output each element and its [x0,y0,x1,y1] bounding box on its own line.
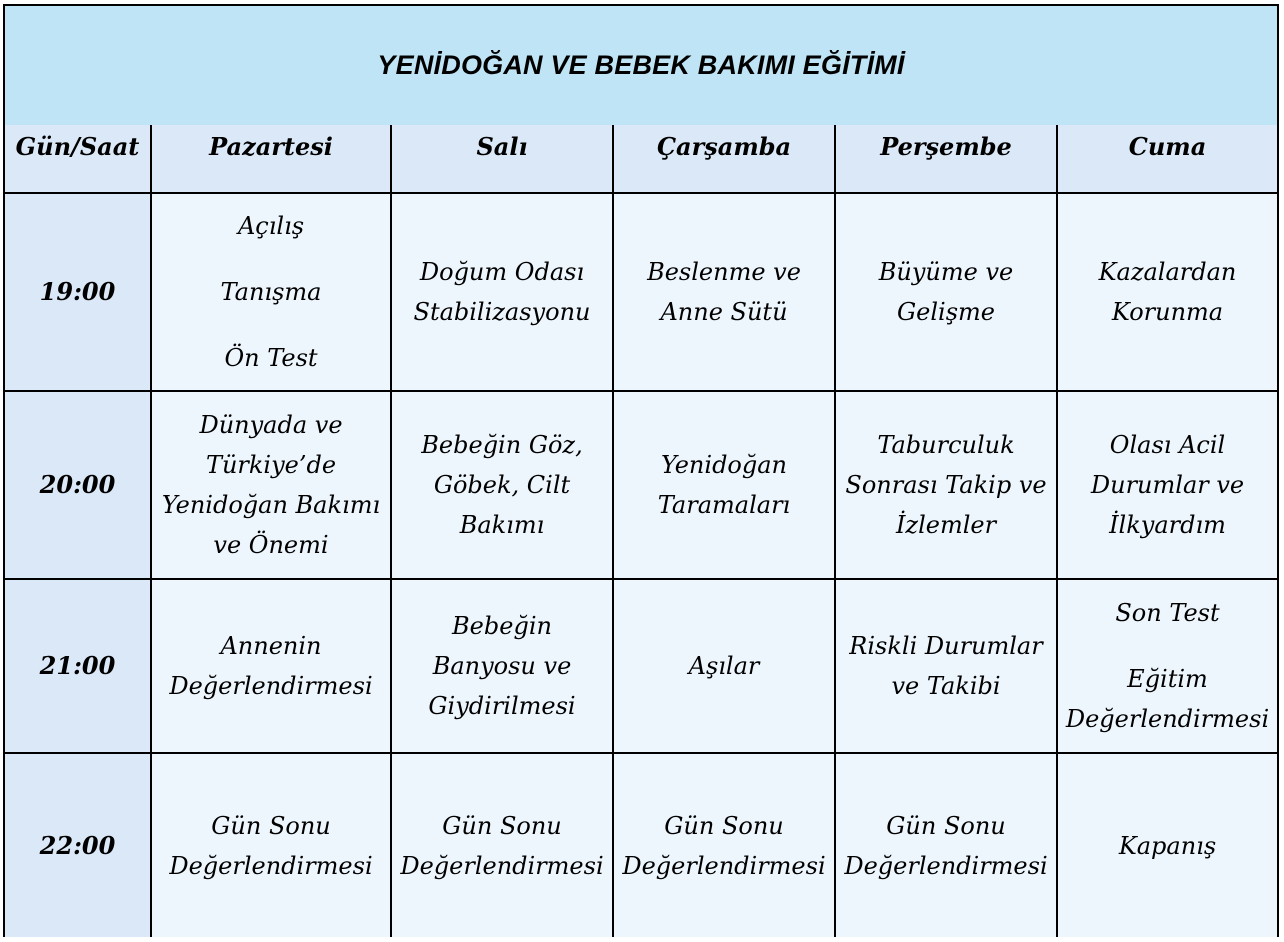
table-row [5,193,1277,391]
session-text-line: Bakımı [459,511,545,539]
session-text-line: Durumlar ve [1090,471,1245,499]
session-text-line: Değerlendirmesi [400,851,604,880]
session-text-line: Yenidoğan [660,451,788,479]
session-text-line: Gün Sonu [211,811,331,840]
session-text-line: Değerlendirmesi [169,851,373,880]
session-text-line: Yenidoğan Bakımı [161,491,381,519]
session-text-line: Göbek, Cilt [433,471,571,499]
session-cell-thursday [835,391,1057,579]
session-text-line: Ön Test [224,344,318,372]
session-text-line: Büyüme ve [878,258,1014,286]
session-text-line: Sonrası Takip ve [845,471,1047,499]
session-text-line: Olası Acil [1109,431,1226,459]
column-header-monday: Pazartesi [151,125,391,193]
line-gap [1064,633,1271,659]
session-cell-monday [151,193,391,391]
column-header-friday: Cuma [1057,125,1277,193]
session-text-line: İlkyardım [1109,511,1226,539]
session-text-line: Banyosu ve [432,652,572,680]
session-text-line: Stabilizasyonu [413,298,591,326]
column-header-day-time: Gün/Saat [5,125,151,193]
schedule-table [5,125,1277,937]
session-text-line: Gün Sonu [664,811,784,840]
title-banner [5,6,1277,127]
session-cell-friday [1057,391,1277,579]
session-cell-tuesday [391,579,613,753]
session-text-line: ve Takibi [891,672,1001,700]
header-row [5,125,1277,193]
session-text-line: Değerlendirmesi [1065,705,1270,733]
session-text-line: Kazalardan [1098,258,1237,286]
session-text-line: Eğitim [1127,665,1208,693]
time-slot-label: 19:00 [5,193,151,391]
session-cell-thursday [835,193,1057,391]
session-text-line: Korunma [1111,298,1224,326]
session-text-line: Anne Sütü [660,298,788,326]
time-slot-label: 20:00 [5,391,151,579]
session-text-line: Annenin [220,632,322,660]
session-cell-wednesday [613,579,835,753]
table-row [5,579,1277,753]
session-text-line: Gelişme [896,298,995,326]
session-text-line: Dünyada ve [199,411,343,439]
session-text-line: Beslenme ve [647,258,801,286]
session-text-line: Gün Sonu [886,811,1006,840]
session-cell-tuesday [391,391,613,579]
session-text-line: Türkiye’de [205,451,337,479]
time-slot-label: 21:00 [5,579,151,753]
column-header-tuesday: Salı [391,125,613,193]
column-header-thursday: Perşembe [835,125,1057,193]
session-cell-tuesday [391,753,613,937]
session-text-line: Riskli Durumlar [849,632,1043,660]
session-text-line: Son Test [1115,599,1220,627]
session-text-line: Değerlendirmesi [844,851,1048,880]
session-cell-wednesday [613,753,835,937]
session-text-line: Giydirilmesi [428,692,576,720]
session-cell-friday [1057,579,1277,753]
table-row [5,391,1277,579]
session-text-line: Bebeğin Göz, [421,431,583,459]
column-header-wednesday: Çarşamba [613,125,835,193]
session-cell-friday [1057,193,1277,391]
session-cell-tuesday [391,193,613,391]
session-cell-monday [151,753,391,937]
session-text-line: Değerlendirmesi [169,672,373,700]
session-cell-wednesday [613,193,835,391]
session-text-line: Taramaları [657,491,791,519]
session-text-line: İzlemler [895,511,997,539]
session-text-line: Kapanış [1118,831,1217,860]
session-text-line: Açılış [237,212,305,240]
session-cell-monday [151,579,391,753]
page-title: YENİDOĞAN VE BEBEK BAKIMI EĞİTİMİ [377,50,905,80]
session-text-line: ve Önemi [213,531,329,559]
schedule-sheet [3,4,1279,937]
session-text-line: Gün Sonu [442,811,562,840]
session-text-line: Taburculuk [877,431,1015,459]
session-cell-friday [1057,753,1277,937]
time-slot-label: 22:00 [5,753,151,937]
session-cell-thursday [835,753,1057,937]
table-row [5,753,1277,937]
line-gap [158,312,384,338]
session-cell-monday [151,391,391,579]
session-cell-thursday [835,579,1057,753]
session-text-line: Aşılar [688,652,760,680]
line-gap [158,246,384,272]
session-cell-wednesday [613,391,835,579]
session-text-line: Değerlendirmesi [622,851,826,880]
session-text-line: Doğum Odası [419,258,585,286]
session-text-line: Tanışma [220,278,322,306]
session-text-line: Bebeğin [452,612,552,640]
